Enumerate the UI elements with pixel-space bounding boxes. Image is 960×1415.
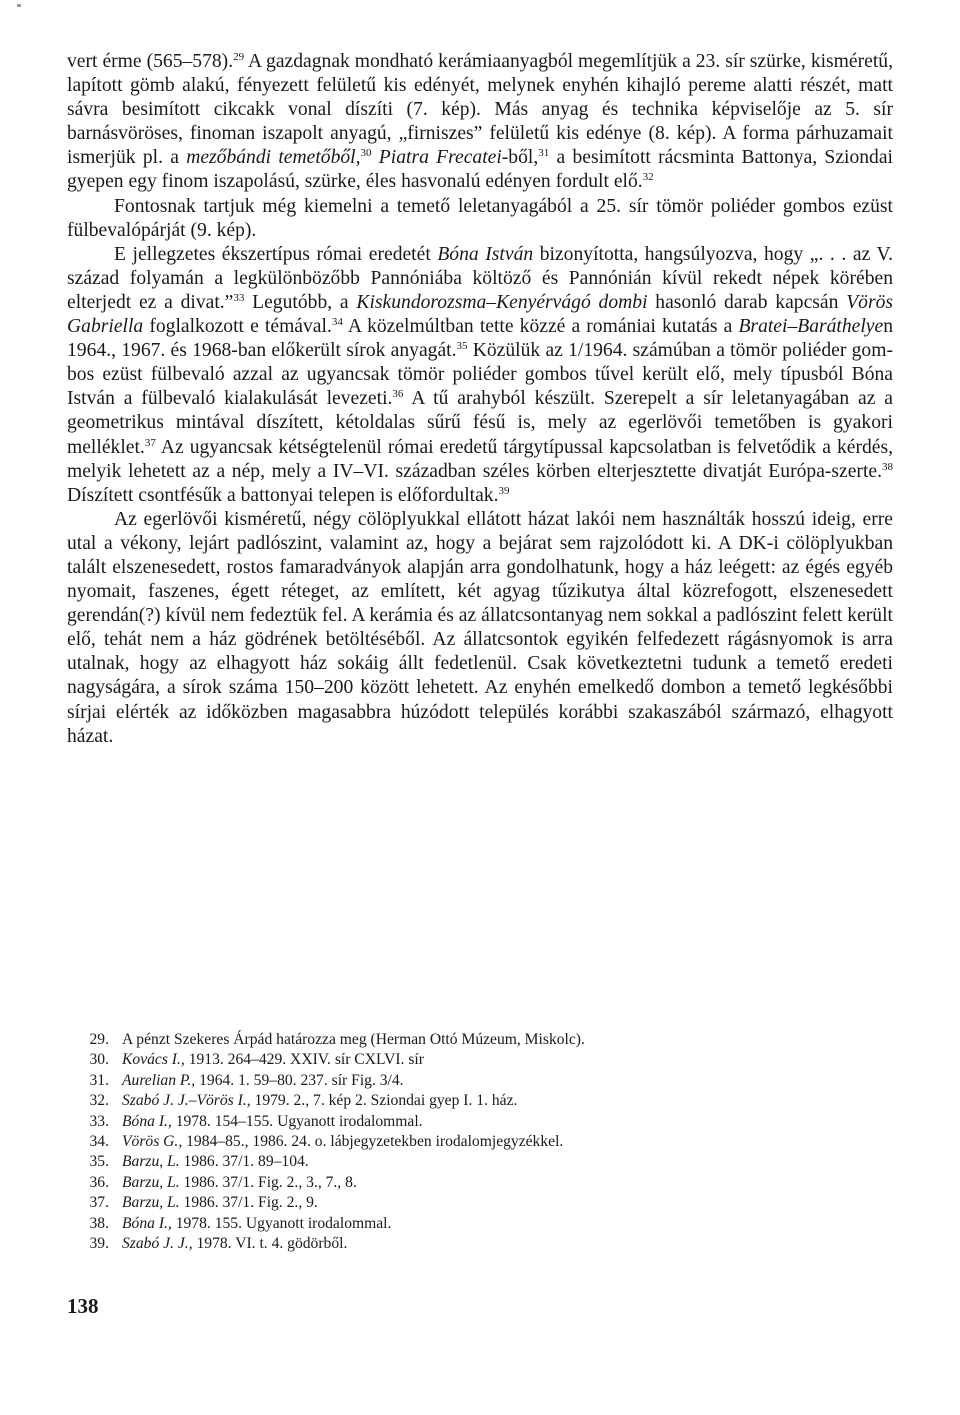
footnote-ref-33[interactable]: 33	[233, 291, 245, 304]
paragraph-1: vert érme (565–578).$^{29}$ A gazdagnak mondható kerámiaanyagból megemlítjük a 23. sír szürke, kisméretű, lapított gömb alakú, fényezett felületű kis edényét, melynek enyhén kihajló pereme alatti részét, matt sávra besimított cikcakk vonal díszíti (7. kép). Más anyag és technika képviselője az 5. sír barnásvöröses, finoman iszapolt anyagú, „firniszes” felületű kis edénye (8. kép). A forma párhuzamait ismerjük pl. a mezőbándi temetőből,$^{30}$ Piatra Frecatei-ből,$^{31}$ a besimított rácsminta Battonya, Sziondai gyepen egy finom iszapolású, szürke, éles hasvonalú edényen fordult elő.$^{32}$	[67, 51, 893, 193]
footnote-ref-35[interactable]: 35	[456, 340, 468, 353]
scan-mark	[17, 4, 21, 7]
footnote-ref-36[interactable]: 36	[392, 388, 404, 401]
footnote-34: 34. Vörös G., 1984–85., 1986. 24. o. lábjegyzetekben irodalomjegyzékkel.	[89, 1133, 564, 1151]
footnote-39: 39. Szabó J. J., 1978. VI. t. 4. gödörből.	[89, 1235, 348, 1253]
paragraph-4: Az egerlövői kisméretű, négy cölöplyukkal ellátott házat lakói nem használták hosszú ideig, erre utal a vékony, lejárt padlószint, valamint az, hogy a bejárat sem rajzolódott ki. A DK-i cölöplyukban talált elszenesedett, rostos famaradványok alapján arra gondolhatunk, hogy a ház leégett: az égés egyéb nyomait, faszenes, égett réteget, az említett, két agyag tűzikutya által közrefogott, elszenesedett gerendán(?) kívül nem fedeztük fel. A kerámia és az állatcsontanyag nem sokkal a padlószint felett került elő, tehát nem a ház gödrének betöltéséből. Az állatcsontok egyikén felfedezett rágásnyomok is arra utalnak, hogy az elhagyott ház sokáig állt fedetlenül. Csak következtetni tudunk a temető eredeti nagyságára, a sírok száma 150–200 között lehetett. Az enyhén emelkedő dombon a temető legkésőbbi sírjai elérték az időközben magasabbra húzódott település korábbi szakaszából származó, elhagyott házat.	[67, 508, 893, 747]
footnote-38: 38. Bóna I., 1978. 155. Ugyanott irodalommal.	[89, 1214, 392, 1232]
footnote-33: 33. Bóna I., 1978. 154–155. Ugyanott irodalommal.	[89, 1112, 423, 1130]
footnote-32: 32. Szabó J. J.–Vörös I., 1979. 2., 7. kép 2. Sziondai gyep I. 1. ház.	[89, 1092, 518, 1110]
paragraph-2: Fontosnak tartjuk még kiemelni a temető leletanyagából a 25. sír tömör poliéder gombos ezüst fülbevalópárját (9. kép).	[67, 195, 893, 241]
footnote-ref-34[interactable]: 34	[331, 316, 343, 329]
footnote-ref-32[interactable]: 32	[642, 171, 654, 184]
page-body	[67, 50, 893, 749]
footnote-ref-38[interactable]: 38	[882, 460, 893, 473]
footnote-35: 35. Barzu, L. 1986. 37/1. 89–104.	[89, 1153, 309, 1171]
footnote-31: 31. Aurelian P., 1964. 1. 59–80. 237. sír Fig. 3/4.	[89, 1071, 404, 1089]
footnotes	[67, 1030, 893, 1254]
main-text	[67, 50, 893, 749]
footnote-37: 37. Barzu, L. 1986. 37/1. Fig. 2., 9.	[89, 1194, 318, 1212]
footnote-ref-39[interactable]: 39	[498, 484, 510, 497]
footnote-ref-37[interactable]: 37	[144, 436, 156, 449]
footnote-36: 36. Barzu, L. 1986. 37/1. Fig. 2., 3., 7., 8.	[89, 1173, 357, 1191]
paragraph-3: E jellegzetes ékszertípus római eredetét Bóna István bizonyította, hangsúlyozva, hogy „. . . az V. század folyamán a legkülönbözőbb Pannóniába költöző és Pannónián kívül rekedt népek körében elterjedt ez a divat.”$^{33}$ Legutóbb, a Kiskundorozsma–Kenyérvágó dombi hasonló darab kapcsán Vörös Gabriella foglalkozott e témával.$^{34}$ A közelmúltban tette közzé a romániai kutatás a Bratei–Baráthelyen 1964., 1967. és 1968-ban előkerült sírok anyagát.$^{35}$ Közülük az 1/1964. számúban a tömör poliéder gombos ezüst fülbevaló azzal az ugyancsak tömör poliéder gombos tűvel került elő, mely típusból Bóna István a fülbevaló kialakulását levezeti.$^{36}$ A tű arahyból készült. Szerepelt a sír leletanyagában az a geometrikus mintával díszített, kétoldalas sűrű fésű is, mely az egerlövői temetőben is gyakori melléklet.$^{37}$ Az ugyancsak kétségtelenül római eredetű tárgytípussal kapcsolatban is felvetődik a kérdés, melyik lehetett az a nép, mely a IV–VI. században széles körben elterjesztette divatját Európa-szerte.$^{38}$ Díszített csontfésűk a battonyai telepen is előfordultak.$^{39}$	[67, 243, 894, 506]
page-number: 138	[67, 1294, 99, 1318]
footnote-30: 30. Kovács I., 1913. 264–429. XXIV. sír CXLVI. sír	[89, 1051, 424, 1069]
footnote-ref-30[interactable]: 30	[360, 147, 372, 160]
footnote-29: 29. A pénzt Szekeres Árpád határozza meg (Herman Ottó Múzeum, Miskolc).	[89, 1031, 585, 1048]
footnote-ref-31[interactable]: 31	[538, 147, 550, 160]
footnote-ref-29[interactable]: 29	[233, 51, 245, 63]
